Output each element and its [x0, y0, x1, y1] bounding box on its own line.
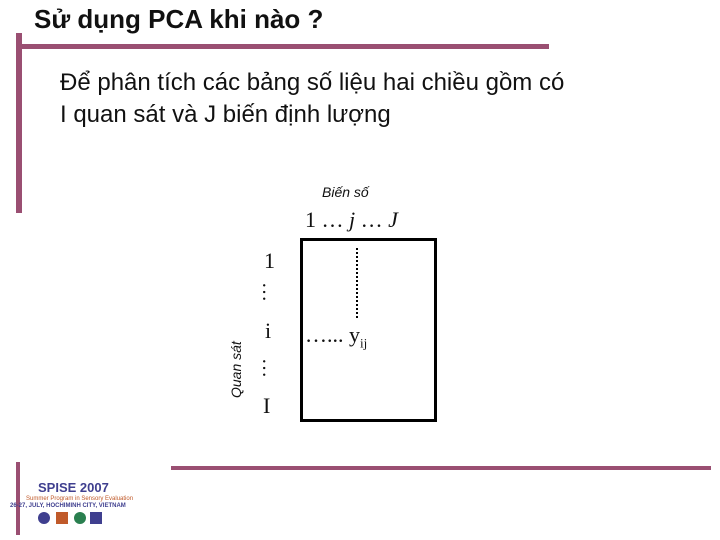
accent-bar-left [16, 33, 22, 213]
slide-title: Sử dụng PCA khi nào ? [34, 4, 324, 34]
logo-title: SPISE 2007 [38, 480, 109, 495]
logo-subtitle: Summer Program in Sensory Evaluation [26, 496, 134, 502]
matrix-cell [305, 322, 367, 351]
logo-date-place: 26-27, JULY, HOCHIMINH CITY, VIETNAM [10, 503, 126, 509]
column-dots [356, 248, 368, 318]
row-header: Quan sát [228, 341, 244, 398]
accent-bar-top [22, 44, 549, 49]
column-header: Biến số [322, 184, 369, 200]
logo-icons [36, 510, 106, 526]
row-index-I: I [263, 393, 271, 418]
row-dots-2: … [258, 358, 280, 376]
row-index-i: i [265, 318, 272, 343]
body-line-1: Để phân tích các bảng số liệu hai chiều gồm có [60, 69, 565, 96]
cell-subscript: ij [360, 335, 368, 351]
slide-body [60, 67, 564, 131]
col-index-J: J [388, 207, 398, 232]
col-dots-1: … [321, 207, 344, 232]
body-line-2: I quan sát và J biến định lượng [60, 101, 391, 128]
row-index-1: 1 [264, 248, 275, 273]
column-index-row [305, 207, 398, 233]
accent-bar-bottom [171, 466, 711, 470]
col-dots-2: … [360, 207, 383, 232]
col-index-j: j [349, 207, 356, 232]
cell-prefix: …... [305, 322, 344, 347]
cell-variable: y [349, 322, 360, 347]
col-index-1: 1 [305, 207, 316, 232]
row-dots-1: … [258, 282, 280, 300]
conference-logo [8, 480, 148, 530]
